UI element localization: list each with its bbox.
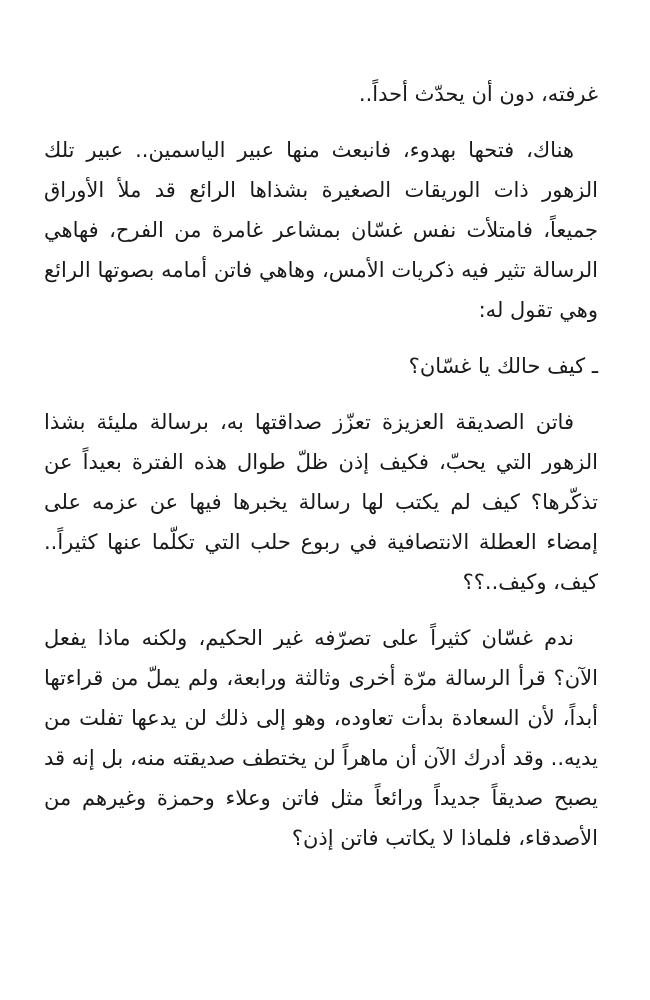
paragraph-5: ندم غسّان كثيراً على تصرّفه غير الحكيم، ولكنه ماذا يفعل الآن؟ قرأ الرسالة مرّة أخرى وثالثة ورابعة، ولم يملّ من قراءتها أبداً، لأن السعادة بدأت تعاوده، وهو إلى ذلك لن يدعها تفلت من يديه.. وقد أدرك الآن أن ماهراً لن يختطف صديقته منه، بل إنه قد يصبح صديقاً جديداً ورائعاً مثل فاتن وعلاء وحمزة وغيرهم من الأصدقاء، فلماذا لا يكاتب فاتن إذن؟: [44, 626, 598, 850]
paragraph-2: هناك، فتحها بهدوء، فانبعث منها عبير الياسمين.. عبير تلك الزهور ذات الوريقات الصغيرة بشذاها الرائع قد ملأ الأوراق جميعاً، فامتلأت نفس غسّان بمشاعر غامرة من الفرح، فهاهي الرسالة تثير فيه ذكريات الأمس، وهاهي فاتن أمامه بصوتها الرائع وهي تقول له:: [44, 138, 598, 322]
paragraph-4: فاتن الصديقة العزيزة تعزّز صداقتها به، برسالة مليئة بشذا الزهور التي يحبّ، فكيف إذن ظلّ طوال هذه الفترة بعيداً عن تذكّرها؟ كيف لم يكتب لها رسالة يخبرها فيها عن عزمه على إمضاء العطلة الانتصافية في ربوع حلب التي تكلّما عنها كثيراً.. كيف، وكيف..؟؟: [44, 410, 598, 594]
paragraph-1: غرفته، دون أن يحدّث أحداً..: [358, 82, 598, 106]
paragraph-3-dialogue: ـ كيف حالك يا غسّان؟: [408, 354, 598, 378]
